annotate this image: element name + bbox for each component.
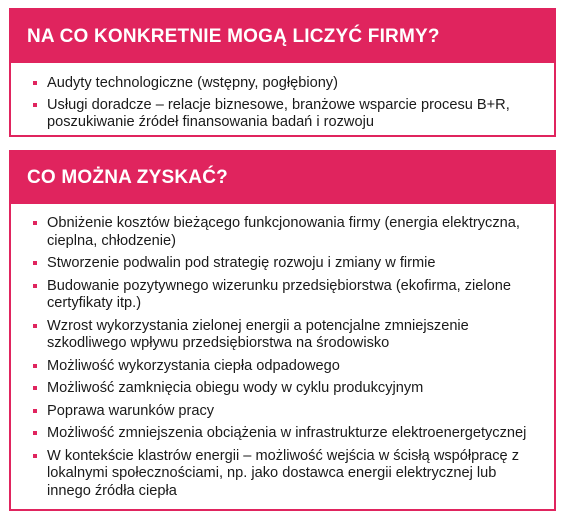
bullet-icon bbox=[33, 454, 37, 458]
list-item: Audyty technologiczne (wstępny, pogłębiony) bbox=[33, 75, 540, 93]
what-firms-get-list bbox=[11, 63, 554, 132]
list-item: Budowanie pozytywnego wizerunku przedsiębiorstwa (ekofirma, zielone certyfikaty itp.) bbox=[33, 278, 544, 313]
section-title-what-firms-get: NA CO KONKRETNIE MOGĄ LICZYĆ FIRMY? bbox=[11, 10, 554, 63]
list-item: Poprawa warunków pracy bbox=[33, 403, 544, 421]
list-item: Możliwość wykorzystania ciepła odpadowego bbox=[33, 358, 544, 376]
list-item: Obniżenie kosztów bieżącego funkcjonowania firmy (energia elektryczna, cieplna, chłodzenie) bbox=[33, 215, 544, 250]
bullet-icon bbox=[33, 431, 37, 435]
section-what-can-be-gained bbox=[9, 150, 556, 511]
bullet-icon bbox=[33, 364, 37, 368]
list-item: Usługi doradcze – relacje biznesowe, branżowe wsparcie procesu B+R, poszukiwanie źródeł finansowania badań i rozwoju bbox=[33, 97, 540, 132]
list-item: Możliwość zamknięcia obiegu wody w cyklu produkcyjnym bbox=[33, 380, 544, 398]
bullet-icon bbox=[33, 81, 37, 85]
bullet-icon bbox=[33, 386, 37, 390]
bullet-icon bbox=[33, 261, 37, 265]
bullet-icon bbox=[33, 103, 37, 107]
bullet-icon bbox=[33, 221, 37, 225]
section-what-firms-get bbox=[9, 8, 556, 137]
list-item: Możliwość zmniejszenia obciążenia w infrastrukturze elektroenergetycznej bbox=[33, 425, 544, 443]
bullet-icon bbox=[33, 409, 37, 413]
list-item: Wzrost wykorzystania zielonej energii a potencjalne zmniejszenie szkodliwego wpływu przedsiębiorstwa na środowisko bbox=[33, 318, 544, 353]
list-item: Stworzenie podwalin pod strategię rozwoju i zmiany w firmie bbox=[33, 255, 544, 273]
benefits-list bbox=[11, 204, 554, 500]
section-title-what-can-be-gained: CO MOŻNA ZYSKAĆ? bbox=[11, 152, 554, 204]
list-item: W kontekście klastrów energii – możliwość wejścia w ścisłą współpracę z lokalnymi społecznościami, np. jako dostawca energii elektrycznej lub innego źródła ciepła bbox=[33, 448, 544, 501]
bullet-icon bbox=[33, 284, 37, 288]
bullet-icon bbox=[33, 324, 37, 328]
